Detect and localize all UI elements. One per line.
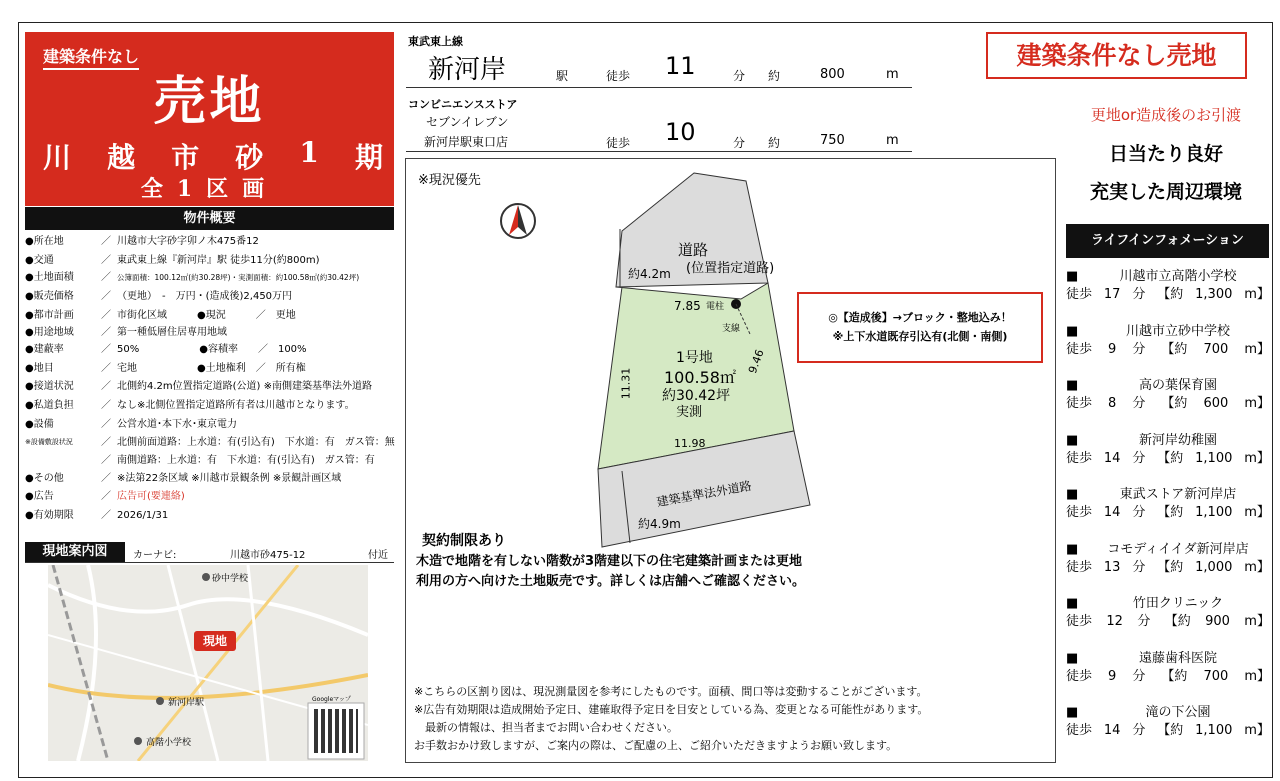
- life-item: [1066, 704, 1270, 740]
- plot-frame: [405, 158, 1056, 763]
- life-item-meters: 1,300: [1195, 287, 1233, 302]
- life-item-minutes: 13: [1103, 559, 1121, 575]
- lot-area-m2: 100.58㎡: [664, 368, 736, 387]
- separator: ／: [101, 363, 111, 374]
- overview-value: 北側約4.2m位置指定道路(公道) ※南側建築基準法外道路: [117, 381, 373, 392]
- rail-line: 東武東上線: [408, 35, 463, 48]
- bullet-icon: ■: [1066, 487, 1079, 502]
- separator: ／: [101, 272, 111, 283]
- bullet-icon: ■: [1066, 596, 1079, 611]
- bullet-icon: ■: [1066, 541, 1079, 557]
- lot-area-tsubo: 約30.42坪: [662, 388, 731, 404]
- life-item-minutes: 12: [1106, 614, 1123, 629]
- overview-key: ●その他: [25, 473, 64, 484]
- map-address: 川越市砂475-12: [230, 550, 306, 561]
- overview-key: ●建蔽率: [25, 344, 64, 355]
- overview-key: ※設備敷設状況: [25, 438, 73, 446]
- approx-label: 約: [768, 136, 781, 150]
- overview-value: 広告可(要連絡): [117, 491, 185, 502]
- life-item-name: コモディイイダ新河岸店: [1107, 541, 1249, 557]
- measured-label: 実測: [676, 405, 703, 420]
- life-item: [1066, 323, 1270, 359]
- title-block: [25, 32, 394, 206]
- road-north-width: 約4.2m: [628, 267, 671, 281]
- footnotes: [414, 683, 928, 755]
- bullet-icon: ■: [1066, 323, 1079, 339]
- overview-value: 公簿面積：100.12㎡(約30.28坪)・実測面積：約100.58㎡(約30.42坪): [117, 273, 360, 282]
- site-marker[interactable]: 現地: [194, 631, 236, 651]
- life-item-name: 竹田クリニック: [1132, 596, 1224, 611]
- life-item: [1066, 595, 1270, 631]
- road-north: 道路: [678, 241, 709, 259]
- life-item-meters: 1,100: [1195, 723, 1233, 738]
- station-name: 新河岸: [428, 55, 507, 85]
- overview-header: 物件概要: [25, 207, 394, 230]
- overview-value: 南側道路：上水道：有 下水道：有(引込有) ガス管：有: [117, 455, 375, 466]
- overview-value: 第一種低層住居専用地域: [117, 327, 227, 338]
- life-item-distance: 徒歩 13 分 【約 1,000 m】: [1066, 559, 1270, 575]
- life-item-minutes: 14: [1103, 723, 1121, 738]
- bullet-icon: ■: [1066, 432, 1079, 448]
- walk-label: 徒歩: [606, 69, 631, 83]
- page-title: 売地: [153, 71, 266, 132]
- qr-code-icon[interactable]: [314, 709, 358, 753]
- contract-line: 木造で地階を有しない階数が3階建以下の住宅建築計画または更地: [416, 554, 803, 569]
- life-item-distance: 徒歩 8 分 【約 600 m】: [1066, 396, 1270, 411]
- life-item: [1066, 268, 1270, 304]
- callout-box: [797, 292, 1043, 363]
- separator: ／: [101, 381, 111, 392]
- badge-no-condition: 建築条件なし売地: [986, 32, 1247, 79]
- qr-caption: Googleマップ: [312, 696, 351, 703]
- city-char: 川: [43, 141, 72, 174]
- location-map[interactable]: [48, 565, 368, 761]
- life-item-name: 川越市立高階小学校: [1119, 269, 1237, 284]
- separator: ／: [101, 255, 111, 266]
- map-address-suffix: 付近: [368, 550, 388, 561]
- life-item-minutes: 14: [1103, 450, 1121, 466]
- dim-right: 9.46: [745, 347, 767, 376]
- callout-line: ◎【造成後】→ブロック・整地込み！: [828, 311, 1012, 324]
- brace-label: 支線: [722, 324, 741, 334]
- life-item-meters: 700: [1203, 668, 1229, 684]
- separator: ／: [101, 291, 111, 302]
- overview-key: ●接道状況: [25, 381, 74, 392]
- contract-line: 利用の方へ向けた土地販売です。詳しくは店舗へご確認ください。: [416, 574, 805, 589]
- life-item-meters: 700: [1203, 341, 1229, 357]
- min-unit: 分: [733, 69, 746, 83]
- separator: ／: [101, 473, 111, 484]
- city-char: 市: [171, 141, 200, 174]
- life-item-minutes: 9: [1108, 668, 1117, 684]
- overview-value: 50% ●容積率 ／ 100%: [117, 344, 307, 355]
- walk-minutes: 11: [665, 52, 696, 80]
- min-unit: 分: [733, 136, 746, 150]
- map-label: 現地案内図: [25, 542, 125, 562]
- city-char: 期: [354, 141, 383, 174]
- road-north-sub: (位置指定道路): [686, 261, 775, 276]
- footnote: ※広告有効期限は造成開始予定日、建確取得予定日を目安としている為、変更となる可能性があります。: [414, 703, 929, 716]
- separator: ／: [101, 437, 111, 448]
- note-priority: ※現況優先: [418, 173, 481, 188]
- bullet-icon: ■: [1066, 378, 1079, 393]
- life-item-distance: 徒歩 14 分 【約 1,100 m】: [1066, 505, 1270, 520]
- life-item-name: 川越市立砂中学校: [1125, 323, 1230, 339]
- walk-label: 徒歩: [606, 136, 631, 150]
- overview-value: （更地） - 万円・(造成後)2,450万円: [117, 291, 293, 302]
- overview-key: ●設備: [25, 419, 54, 430]
- overview-key: ●販売価格: [25, 291, 74, 302]
- overview-value: 東武東上線『新河岸』駅 徒歩11分(約800m): [117, 255, 320, 266]
- life-item-distance: 徒歩 12 分 【約 900 m】: [1066, 614, 1270, 629]
- life-item: [1066, 541, 1270, 577]
- meter-unit: m: [886, 133, 899, 148]
- dim-left: 11.31: [619, 367, 633, 400]
- separator: ／: [101, 400, 111, 411]
- life-item-distance: 徒歩 17 分 【約 1,300 m】: [1066, 287, 1270, 302]
- overview-value: 2026/1/31: [117, 510, 169, 521]
- life-item: [1066, 650, 1270, 686]
- life-item: [1066, 486, 1270, 522]
- separator: ／: [101, 344, 111, 355]
- city-phase: [43, 136, 383, 176]
- life-item-meters: 1,100: [1195, 505, 1233, 520]
- city-char: 砂: [235, 141, 264, 174]
- pole-label: 電柱: [706, 302, 725, 312]
- overview-value: なし※北側位置指定道路所有者は川越市となります。: [117, 400, 355, 411]
- footnote: 最新の情報は、担当者までお問い合わせください。: [414, 721, 678, 734]
- approx-label: 約: [768, 69, 781, 83]
- sunlight-line: 日当たり良好: [1108, 143, 1223, 165]
- life-item-name: 滝の下公園: [1145, 705, 1211, 720]
- footnote: お手数おかけ致しますが、ご案内の際は、ご配慮の上、ご紹介いただきますようお願い致します。: [414, 739, 898, 752]
- life-item-meters: 900: [1205, 614, 1230, 629]
- map-school1: 砂中学校: [212, 574, 249, 584]
- life-item-distance: 徒歩 9 分 【約 700 m】: [1066, 668, 1270, 684]
- life-item-name: 東武ストア新河岸店: [1119, 487, 1237, 502]
- environment-line: 充実した周辺環境: [1089, 181, 1242, 203]
- separator: ／: [101, 510, 111, 521]
- footnote: ※こちらの区割り図は、現況測量図を参考にしたものです。面積、間口等は変動することがございます。: [414, 685, 928, 698]
- overview-key: ●都市計画: [25, 310, 74, 321]
- station-distance: 800: [820, 67, 845, 82]
- life-item: [1066, 432, 1270, 468]
- separator: ／: [101, 419, 111, 430]
- overview-key: ●交通: [25, 255, 54, 266]
- station-suffix: 駅: [556, 69, 569, 83]
- road-south: 建築基準法外道路: [655, 478, 753, 510]
- delivery-line: 更地or造成後のお引渡: [1090, 106, 1242, 124]
- life-item-minutes: 8: [1108, 396, 1117, 411]
- overview-key: ●所在地: [25, 236, 64, 247]
- store-name1: セブンイレブン: [426, 115, 509, 129]
- separator: ／: [101, 310, 111, 321]
- separator: ／: [101, 491, 111, 502]
- bullet-icon: ■: [1066, 705, 1079, 720]
- dim-top: 7.85: [674, 299, 701, 313]
- life-item-minutes: 9: [1108, 341, 1117, 357]
- bullet-icon: ■: [1066, 269, 1079, 284]
- life-item-distance: 徒歩 14 分 【約 1,100 m】: [1066, 450, 1270, 466]
- overview-key: ●地目: [25, 363, 54, 374]
- life-item-name: 遠藤歯科医院: [1138, 650, 1217, 666]
- contract-title: 契約制限あり: [422, 533, 506, 549]
- overview-key: ●用途地域: [25, 327, 74, 338]
- bullet-icon: ■: [1066, 650, 1079, 666]
- life-item-distance: 徒歩 14 分 【約 1,100 m】: [1066, 723, 1270, 738]
- overview-key: ●土地面積: [25, 272, 74, 283]
- overview-value: 公営水道･本下水･東京電力: [117, 419, 237, 430]
- city-char: 1: [299, 136, 319, 169]
- life-item-name: 高の葉保育園: [1138, 378, 1217, 393]
- overview-key: ●有効期限: [25, 510, 74, 521]
- life-item-meters: 1,000: [1195, 559, 1233, 575]
- callout-line: ※上下水道既存引込有(北側・南側): [832, 330, 1008, 343]
- store-name2: 新河岸駅東口店: [424, 135, 509, 149]
- city-char: 越: [107, 141, 136, 174]
- store-distance: 750: [820, 133, 845, 148]
- life-info-header: ライフインフォメーション: [1066, 224, 1269, 258]
- plot-diagram: [406, 159, 1055, 762]
- map-school2: 高階小学校: [146, 738, 192, 748]
- map-header: [25, 541, 394, 563]
- overview-key: ●広告: [25, 491, 54, 502]
- overview-value: 市街化区域 ●現況 ／ 更地: [117, 310, 296, 321]
- lot-count: 全1区画: [140, 176, 279, 202]
- carnavi-label: カーナビ:: [133, 550, 177, 561]
- overview-value: 北側前面道路：上水道：有(引込有) 下水道：有 ガス管：無: [117, 437, 395, 448]
- meter-unit: m: [886, 67, 899, 82]
- life-item-name: 新河岸幼稚園: [1138, 432, 1217, 448]
- overview-value: 川越市大字砂字卯ノ木475番12: [117, 236, 259, 247]
- separator: ／: [101, 455, 111, 466]
- life-item-meters: 600: [1203, 396, 1229, 411]
- life-item-minutes: 14: [1103, 505, 1121, 520]
- no-build-condition-tag: 建築条件なし: [43, 44, 139, 70]
- life-item-minutes: 17: [1103, 287, 1121, 302]
- overview-value: ※法第22条区域 ※川越市景観条例 ※景観計画区域: [117, 473, 342, 484]
- overview-value: 宅地 ●土地権利 ／ 所有権: [117, 363, 306, 374]
- lot-number: 1号地: [676, 350, 713, 366]
- life-item-distance: 徒歩 9 分 【約 700 m】: [1066, 341, 1270, 357]
- separator: ／: [101, 236, 111, 247]
- store-type: コンビニエンスストア: [408, 98, 518, 111]
- life-item: [1066, 377, 1270, 413]
- map-station: 新河岸駅: [168, 698, 205, 708]
- life-item-meters: 1,100: [1195, 450, 1233, 466]
- separator: ／: [101, 327, 111, 338]
- overview-key: ●私道負担: [25, 400, 74, 411]
- dim-bottom: 11.98: [674, 437, 706, 450]
- road-south-width: 約4.9m: [638, 517, 681, 531]
- store-minutes: 10: [665, 118, 696, 146]
